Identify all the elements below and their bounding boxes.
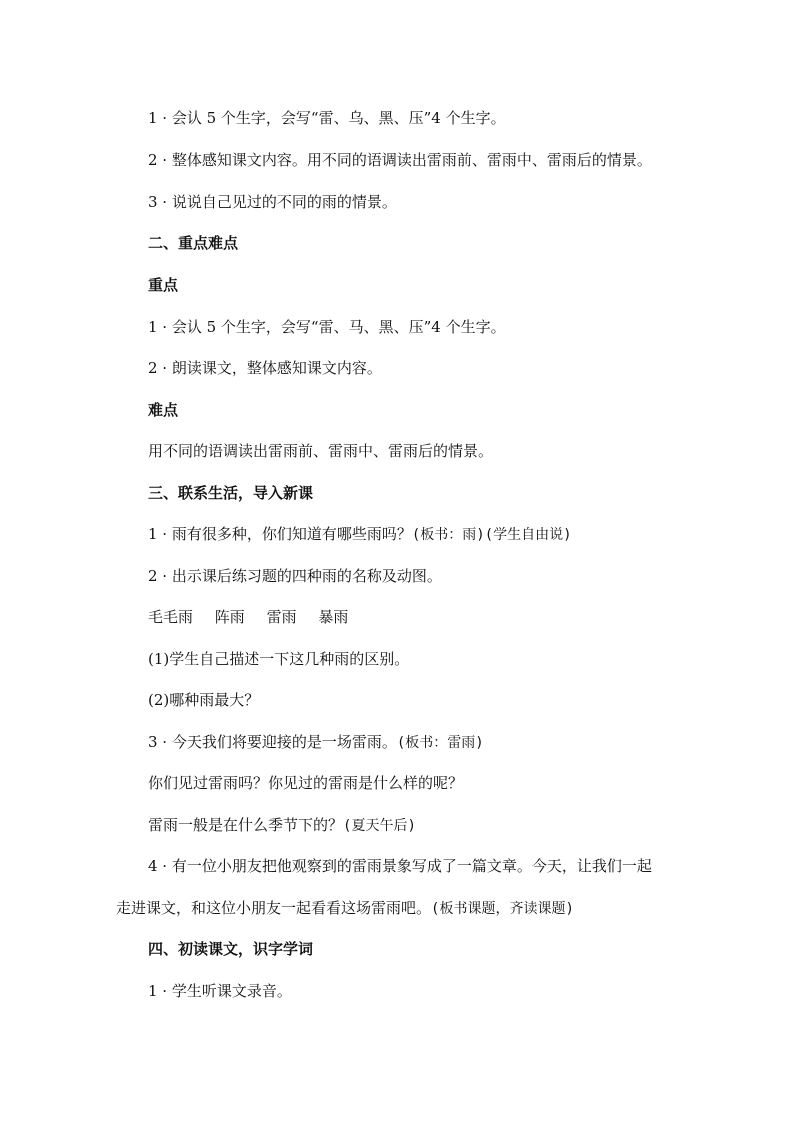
goal-line-1: 1 · 会认 5 个生字，会写“雷、乌、黑、压”4 个生字。: [148, 109, 506, 127]
answer-note-summer: (夏天午后): [343, 818, 416, 834]
subheading-difficulties: 难点: [148, 401, 179, 419]
intro-line-3: [148, 732, 484, 753]
sub-item-1: (1)学生自己描述一下这几种雨的区别。: [148, 650, 410, 668]
board-note-thunderstorm: (板书：雷雨): [396, 735, 484, 751]
question-line-2-text: 雷雨一般是在什么季节下的？: [148, 816, 344, 834]
intro-line-2: 2 · 出示课后练习题的四种雨的名称及动图。: [148, 567, 442, 585]
rain-type-drizzle: 毛毛雨: [148, 608, 194, 626]
section-heading-4: 四、初读课文，识字学词: [148, 940, 314, 958]
intro-line-4b-text: 走进课文，和这位小朋友一起看看这场雷雨吧。: [116, 899, 432, 917]
board-note-rain: (板书：雨)(学生自由说): [411, 527, 572, 543]
goal-line-2: 2 · 整体感知课文内容。用不同的语调读出雷雨前、雷雨中、雷雨后的情景。: [148, 151, 652, 169]
rain-type-thunderstorm: 雷雨: [266, 608, 297, 626]
intro-line-4a: 4 · 有一位小朋友把他观察到的雷雨景象写成了一篇文章。今天，让我们一起: [148, 857, 652, 875]
intro-line-1-text: 1 · 雨有很多种，你们知道有哪些雨吗？: [148, 525, 412, 543]
intro-line-1: [148, 524, 572, 545]
subheading-key-points: 重点: [148, 276, 179, 294]
rain-type-rainstorm: 暴雨: [318, 608, 349, 626]
board-note-title: (板书课题，齐读课题): [431, 901, 574, 917]
section-heading-2: 二、重点难点: [148, 234, 239, 252]
question-line-1: 你们见过雷雨吗？你见过的雷雨是什么样的呢？: [148, 774, 464, 792]
difficulty-line: 用不同的语调读出雷雨前、雷雨中、雷雨后的情景。: [148, 442, 494, 460]
rain-type-shower: 阵雨: [214, 608, 245, 626]
intro-line-3-text: 3 · 今天我们将要迎接的是一场雷雨。: [148, 733, 397, 751]
question-line-2: [148, 815, 416, 836]
sub-item-2: (2)哪种雨最大？: [148, 691, 260, 709]
key-point-line-1: 1 · 会认 5 个生字，会写“雷、马、黑、压”4 个生字。: [148, 318, 506, 336]
intro-line-4b: [116, 898, 574, 919]
section-heading-3: 三、联系生活，导入新课: [148, 484, 314, 502]
key-point-line-2: 2 · 朗读课文，整体感知课文内容。: [148, 359, 382, 377]
rain-types-row: [148, 607, 365, 627]
goal-line-3: 3 · 说说自己见过的不同的雨的情景。: [148, 193, 397, 211]
reading-line-1: 1 · 学生听课文录音。: [148, 982, 292, 1000]
